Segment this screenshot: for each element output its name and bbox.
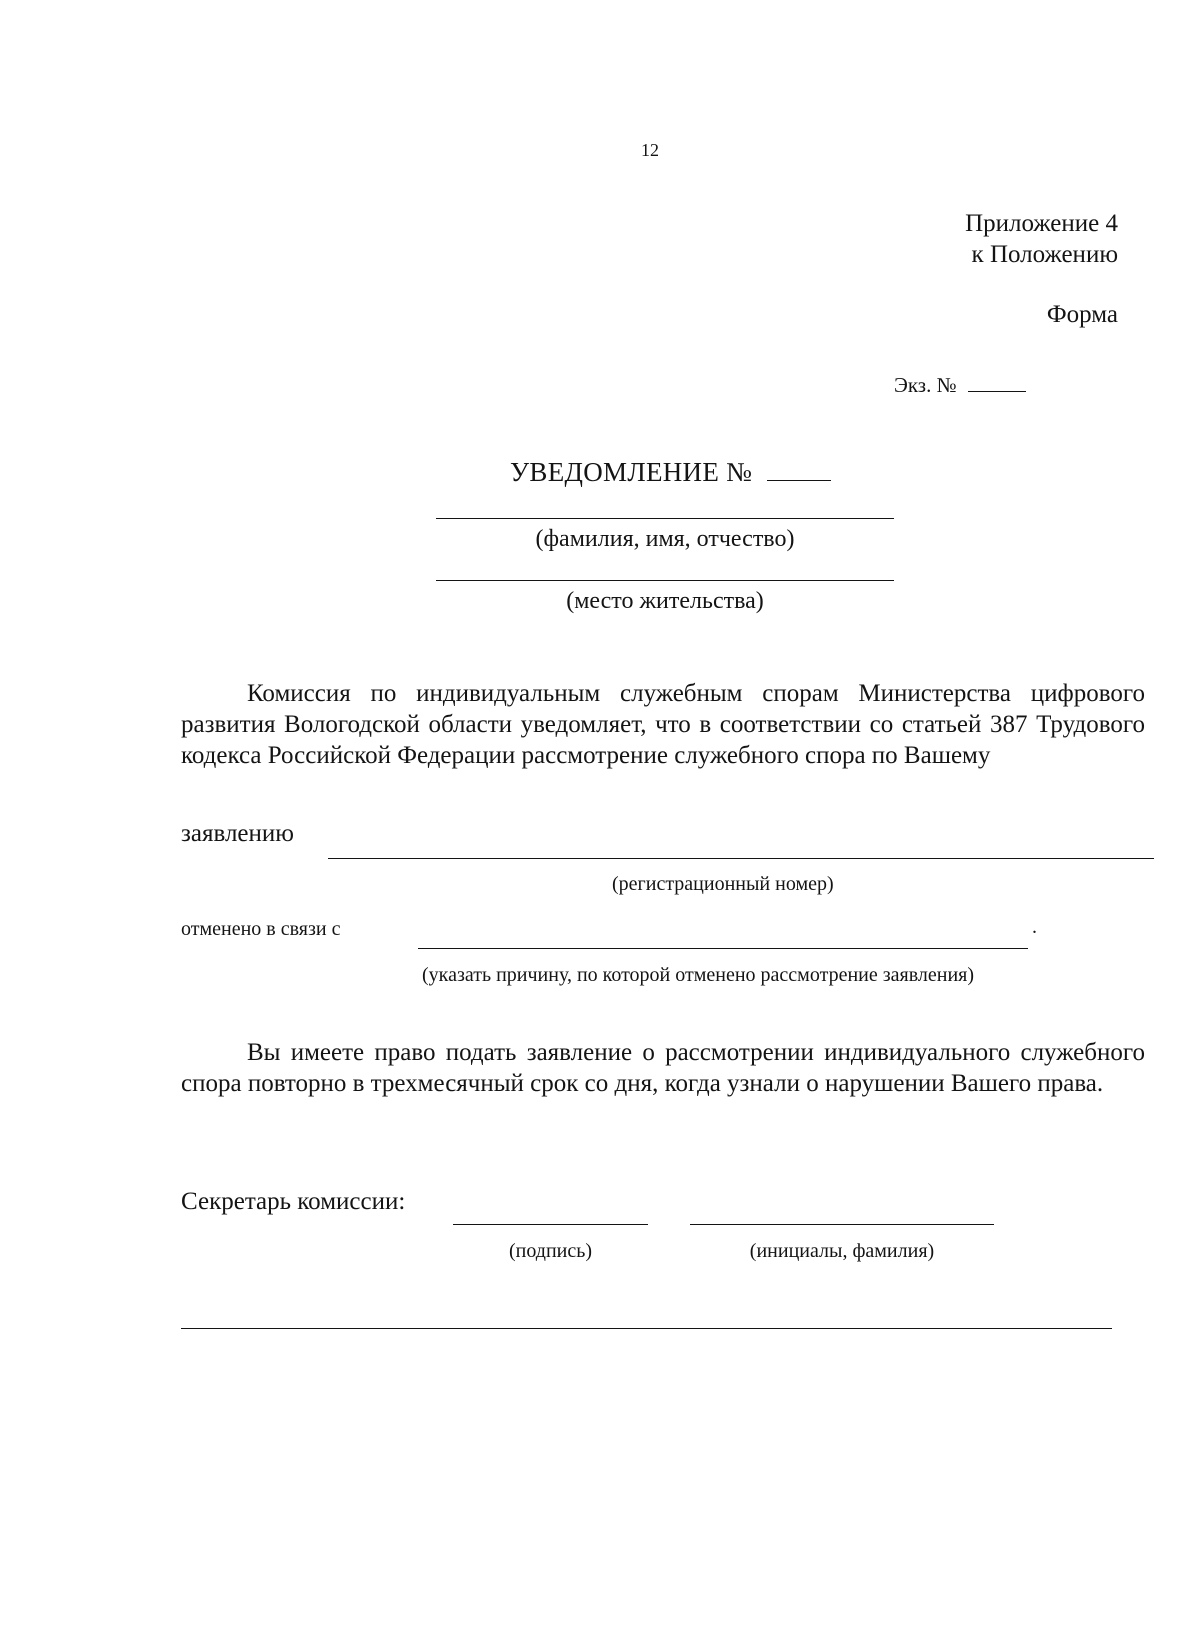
copy-number bbox=[894, 373, 1026, 398]
page-number: 12 bbox=[641, 140, 659, 160]
full-name-line[interactable] bbox=[436, 518, 894, 519]
registration-number-line[interactable] bbox=[328, 858, 1154, 859]
secretary-label: Секретарь комиссии: bbox=[181, 1188, 406, 1215]
residence-line[interactable] bbox=[436, 580, 894, 581]
residence-caption: (место жительства) bbox=[566, 588, 764, 614]
notice-paragraph-1: Комиссия по индивидуальным служебным спорам Министерства цифрового развития Вологодской области уведомляет, что в соответствии со статьей 387 Трудового кодекса Российской Федерации рассмотрение служебного спора по Вашему bbox=[181, 680, 1145, 769]
form-label: Форма bbox=[1046, 301, 1118, 328]
initials-line[interactable] bbox=[690, 1224, 994, 1225]
document-title bbox=[510, 457, 831, 488]
initials-caption: (инициалы, фамилия) bbox=[749, 1240, 935, 1262]
reason-caption: (указать причину, по которой отменено рассмотрение заявления) bbox=[422, 964, 975, 986]
cancelled-label: отменено в связи с bbox=[181, 918, 341, 940]
appendix-line-1: Приложение 4 bbox=[965, 210, 1118, 237]
copy-number-label: Экз. № bbox=[894, 373, 957, 397]
statement-label: заявлению bbox=[181, 820, 294, 847]
full-name-caption: (фамилия, имя, отчество) bbox=[535, 526, 795, 552]
reason-line-end: . bbox=[1032, 916, 1037, 938]
copy-number-blank[interactable] bbox=[968, 391, 1026, 392]
bottom-separator bbox=[181, 1328, 1112, 1329]
registration-caption: (регистрационный номер) bbox=[612, 873, 834, 895]
signature-caption: (подпись) bbox=[508, 1240, 593, 1262]
notice-paragraph-2: Вы имеете право подать заявление о рассмотрении индивидуального служебного спора повторно в трехмесячный срок со дня, когда узнали о нарушении Вашего права. bbox=[181, 1039, 1145, 1097]
notice-number-blank[interactable] bbox=[767, 480, 831, 481]
document-title-text: УВЕДОМЛЕНИЕ № bbox=[510, 457, 753, 487]
signature-line[interactable] bbox=[453, 1224, 648, 1225]
appendix-line-2: к Положению bbox=[971, 241, 1118, 268]
reason-line[interactable] bbox=[418, 948, 1028, 949]
